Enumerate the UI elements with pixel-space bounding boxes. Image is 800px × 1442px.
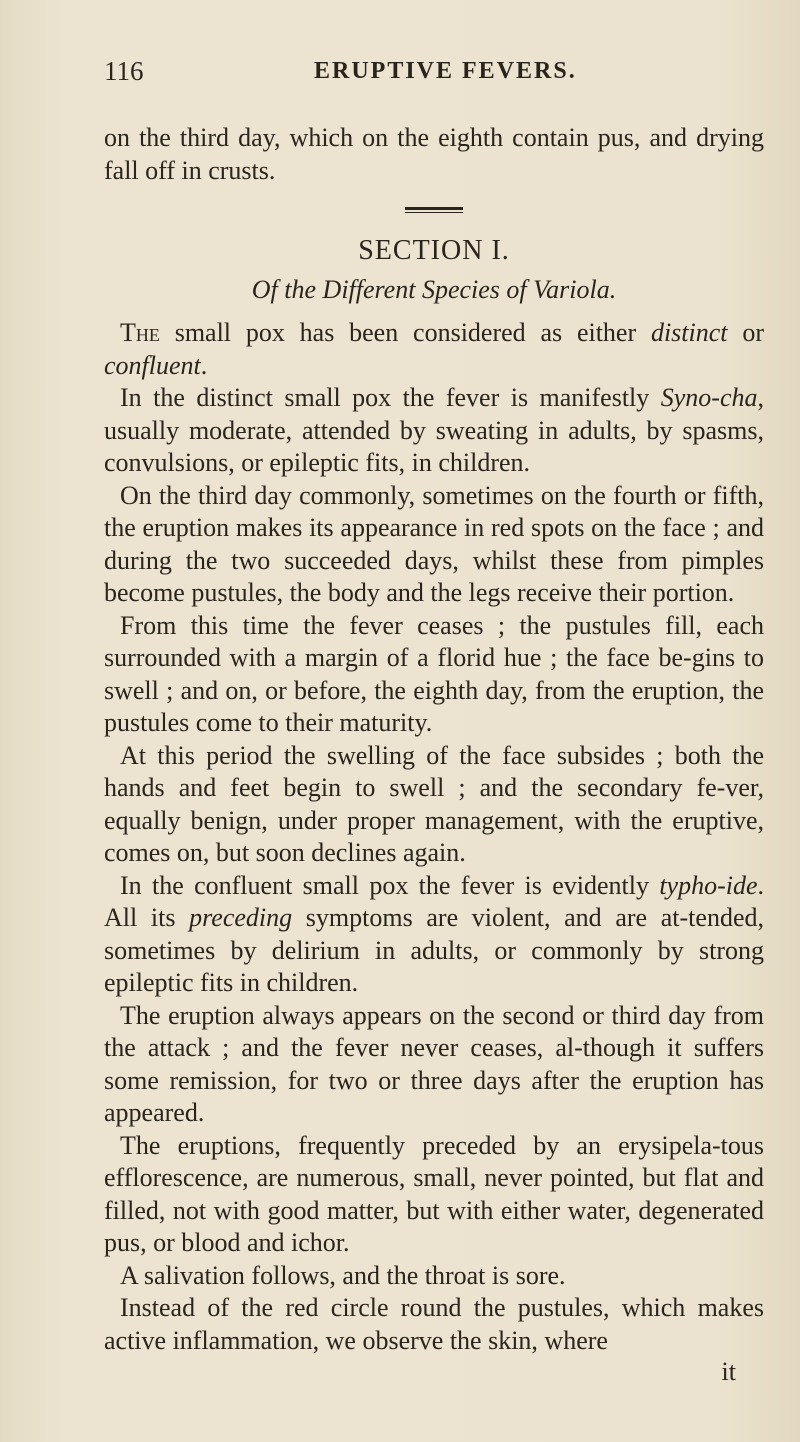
text-span: small pox has been considered as either <box>159 318 651 347</box>
paragraph: A salivation follows, and the throat is sore. <box>120 1260 566 1290</box>
paragraph: on the third day, which on the eighth contain pus, and drying fall off in crusts. <box>104 123 764 185</box>
page-number: 116 <box>104 56 144 86</box>
text-span: . <box>200 350 208 380</box>
paragraph: The eruptions, frequently preceded by an erysipela-tous efflorescence, are numerous, small, never pointed, but flat and filled, not with good matter, but with either water, degenerated pus, or blood and ichor. <box>104 1130 764 1257</box>
italic-term: Syno-cha <box>660 383 758 412</box>
running-head: ERUPTIVE FEVERS. <box>314 58 577 84</box>
paragraph <box>104 382 764 480</box>
paragraph: Instead of the red circle round the pustules, which makes active inflammation, we observe the skin, where <box>104 1293 764 1355</box>
section-divider <box>405 207 463 213</box>
section-heading: SECTION I. <box>358 235 510 266</box>
text-span: The <box>120 318 160 347</box>
italic-term: typho-ide <box>659 870 758 900</box>
section-title: Of the Different Species of Variola. <box>251 275 617 304</box>
paragraph <box>104 870 764 1000</box>
italic-term: distinct <box>650 318 728 347</box>
paragraph: The eruption always appears on the second or third day from the attack ; and the fever never ceases, al-though it suffers some remission, for two or three days after the eruption has appeared. <box>104 1000 764 1127</box>
catchword: it <box>721 1357 736 1386</box>
text-span: In the distinct small pox the fever is manifestly <box>120 383 661 412</box>
paragraph: At this period the swelling of the face subsides ; both the hands and feet begin to swell ; and the secondary fe-ver, equally benign, under proper management, with the eruptive, comes on, but soon declines again. <box>104 740 764 867</box>
paragraph: On the third day commonly, sometimes on the fourth or fifth, the eruption makes its appearance in red spots on the face ; and during the two succeeded days, whilst these from pimples become pustules, the body and the legs receive their portion. <box>104 480 764 607</box>
text-span: In the confluent small pox the fever is evidently <box>120 870 660 900</box>
text-span: symptoms are violent, and are at-tended, sometimes by delirium in adults, or commonly by strong epileptic fits in children. <box>104 903 764 997</box>
page-body <box>104 122 764 1387</box>
paragraph: From this time the fever ceases ; the pustules fill, each surrounded with a margin of a florid hue ; the face be-gins to swell ; and on, or before, the eighth day, from the eruption, the pustules come to their maturity. <box>104 610 764 737</box>
paragraph <box>104 317 764 382</box>
text-span: . All its <box>104 870 764 932</box>
text-span: , usually moderate, attended by sweating in adults, by spasms, convulsions, or epileptic fits, in children. <box>104 383 764 477</box>
italic-term: confluent <box>104 350 201 380</box>
text-span: or <box>727 318 764 347</box>
page-header <box>104 56 764 96</box>
italic-term: preceding <box>189 903 293 932</box>
